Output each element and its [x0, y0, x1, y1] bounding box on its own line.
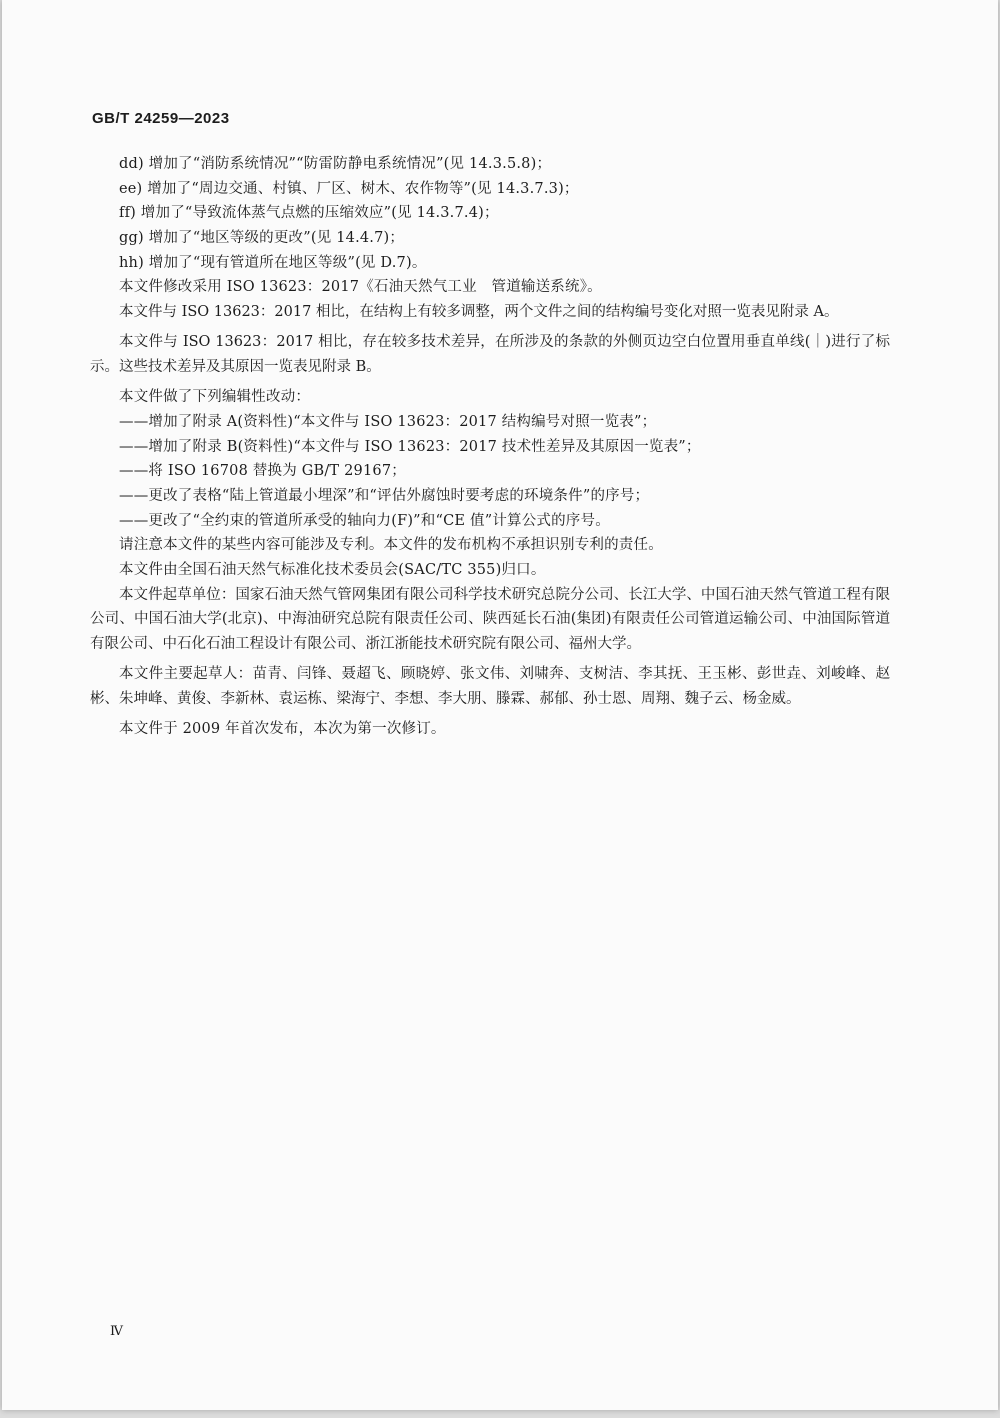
- dash-item: ——更改了表格“陆上管道最小埋深”和“评估外腐蚀时要考虑的环境条件”的序号；: [119, 487, 650, 504]
- dash-item: ——更改了“全约束的管道所承受的轴向力(F)”和“CE 值”计算公式的序号。: [119, 512, 610, 529]
- paragraph-patent: 请注意本文件的某些内容可能涉及专利。本文件的发布机构不承担识别专利的责任。: [119, 537, 663, 554]
- page-number: Ⅳ: [110, 1324, 123, 1339]
- list-item-ff: ff) 增加了“导致流体蒸气点燃的压缩效应”(见 14.3.7.4)；: [119, 205, 499, 222]
- dash-item: ——增加了附录 B(资料性)“本文件与 ISO 13623：2017 技术性差异及其原因一览表”；: [119, 438, 701, 455]
- paragraph-history: 本文件于 2009 年首次发布，本次为第一次修订。: [119, 721, 446, 738]
- standard-number: GB/T 24259—2023: [92, 110, 230, 127]
- list-item-dd: dd) 增加了“消防系统情况”“防雷防静电系统情况”(见 14.3.5.8)；: [119, 156, 552, 172]
- document-page: [2, 0, 998, 1410]
- list-item-gg: gg) 增加了“地区等级的更改”(见 14.4.7)；: [119, 230, 405, 247]
- dash-item: ——将 ISO 16708 替换为 GB/T 29167；: [119, 463, 406, 480]
- dash-item: ——增加了附录 A(资料性)“本文件与 ISO 13623：2017 结构编号对照一览表”；: [119, 413, 657, 430]
- list-item-hh: hh) 增加了“现有管道所在地区等级”(见 D.7)。: [119, 254, 427, 271]
- paragraph-committee: 本文件由全国石油天然气标准化技术委员会(SAC/TC 355)归口。: [119, 562, 546, 579]
- paragraph-editorial-intro: 本文件做了下列编辑性改动：: [119, 389, 311, 406]
- document-body: [90, 152, 890, 742]
- paragraph-technical-differences: 本文件与 ISO 13623：2017 相比，存在较多技术差异，在所涉及的条款的外侧页边空白位置用垂直单线(｜)进行了标示。这些技术差异及其原因一览表见附录 B。: [90, 334, 890, 376]
- paragraph-drafting-units: 本文件起草单位：国家石油天然气管网集团有限公司科学技术研究总院分公司、长江大学、中国石油天然气管道工程有限公司、中国石油大学(北京)、中海油研究总院有限责任公司、陕西延长石油(集团)有限责任公司管道运输公司、中油国际管道有限公司、中石化石油工程设计有限公司、浙江浙能技术研究院有限公司、福州大学。: [90, 586, 890, 653]
- paragraph-drafters: 本文件主要起草人：苗青、闫锋、聂超飞、顾晓婷、张文伟、刘啸奔、支树洁、李其抚、王玉彬、彭世垚、刘峻峰、赵彬、朱坤峰、黄俊、李新林、袁运栋、梁海宁、李想、李大朋、滕霖、郝郁、孙士恩、周翔、魏子云、杨金威。: [90, 666, 890, 708]
- paragraph-adoption: 本文件修改采用 ISO 13623：2017《石油天然气工业 管道输送系统》。: [119, 279, 602, 296]
- paragraph-structure: 本文件与 ISO 13623：2017 相比，在结构上有较多调整，两个文件之间的结构编号变化对照一览表见附录 A。: [119, 304, 839, 321]
- list-item-ee: ee) 增加了“周边交通、村镇、厂区、树木、农作物等”(见 14.3.7.3)；: [119, 180, 579, 197]
